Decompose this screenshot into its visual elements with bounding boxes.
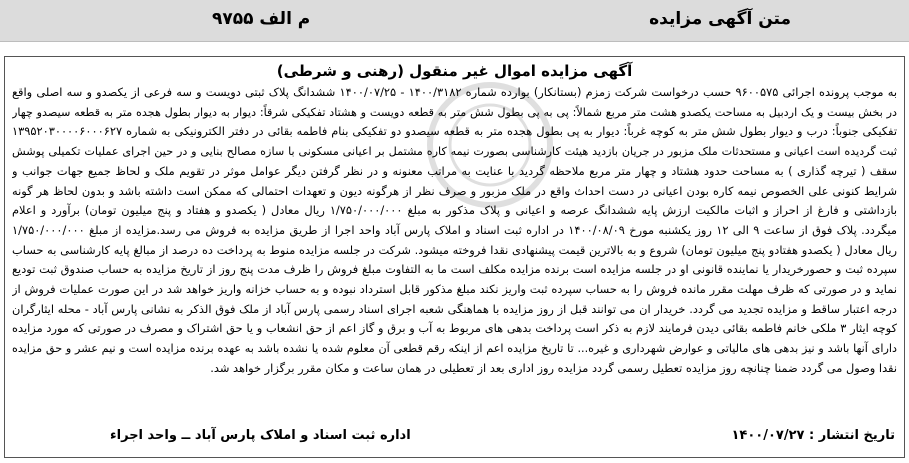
issuing-office: اداره ثبت اسناد و املاک پارس آباد ــ واحد اجراء <box>110 428 411 443</box>
notice-title: آگهی مزایده اموال غیر منقول (رهنی و شرطی) <box>276 62 633 80</box>
notice-line: دارای آنها باشد و نیز بدهی های مالیاتی و عوارض شهرداری و غیره... تا تاریخ مزایده اعم از اینکه رقم قطعی آن معلوم شده یا نشده باشد به عهده برنده مزایده است و نیم عشر و حق مزایده <box>12 342 897 356</box>
notice-line: میگردد. پلاک فوق از ساعت ۹ الی ۱۲ روز یکشنبه مورخ ۱۴۰۰/۰۸/۰۹ در اداره ثبت اسناد و املاک پارس آباد واحد اجرا از طریق مزایده به فروش می رسد.مزایده از مبلغ ۱/۷۵۰/۰۰۰/۰۰۰ <box>12 222 897 237</box>
notice-line: بازداشتی و فارغ از احراز و اثبات مالکیت ارزش پایه ششدانگ عرصه و اعیانی و پلاک مذکور به مبلغ ۱/۷۵۰/۰۰۰/۰۰۰ ریال معادل ( یکصدو و هفتاد و پنج میلیون تومان) برآورد و اعلام <box>12 203 897 218</box>
notice-line: شرایط کنونی علی الخصوص نیمه کاره بودن اعیانی در دست احداث واقع در ملک مزبور و صرف نظر از هرگونه دیون و تعهدات احتمالی که ممکن است داشته باشد و بدون لحاظ هر گونه <box>12 183 897 198</box>
reference-code: م الف ۹۷۵۵ <box>212 9 311 29</box>
notice-line: ثبت گردیده است اعیانی و مستحدثات ملک مزبور در جریان بازدید هیئت کارشناسی بصورت نیمه کاره مشتمل بر اعیانی مسکونی با سازه مصالح بنایی و در حین اجرای عملیات تکمیلی پوشش <box>12 145 897 159</box>
notice-line: سپرده ثبت و حصورخریدار یا نماینده قانونی او در جلسه مزایده است برنده مزایده مکلف است ما به التفاوت مبلغ فروش را ظرف مدت پنج روز از تاریخ مزایده به حساب صندوق ثبت تودیع <box>12 262 897 277</box>
header-bar <box>0 0 909 42</box>
notice-line: سقف ( تیرچه گذاری ) به مساحت حدود هشتاد و چهار متر مربع ملاحظه گردید با عنایت به مراتب معنونه و در نظر گرفتن دیگر عوامل موثر در تقویم ملک و لحاظ جمیع جهات جوانب و <box>12 163 897 178</box>
publish-date: تاریخ انتشار : ۱۴۰۰/۰۷/۲۷ <box>731 428 895 443</box>
notice-line: درجه اعتبار ساقط و مزایده تجدید می گردد. خریدار ان می توانند قبل از روز مزایده با هماهنگی شعبه اجرای اسناد رسمی پارس آباد از ملک فوق الذکر به نشانی پارس آباد - محله ایثارگران <box>12 301 897 316</box>
notice-line: در بخش بیست و یک اردبیل به مساحت یکصدو هشت متر مربع شمالاً: پی به پی بطول شش متر به قطعه دویست و هشتاد تفکیکی شرقاً: دیوار به دیوار بطول هجده متر به قطعه سیصدو چهار <box>12 105 897 119</box>
notice-line: کوچه ایثار ۳ ملکی خانم فاطمه بقائی دیدن فرمایند لازم به ذکر است پرداخت بدهی های مربوط به آب و برق و گاز اعم از حق انشعاب و یا حق اشتراک و مصرف در صورتی که مورد مزایده <box>12 321 897 336</box>
page-title: متن آگهی مزایده <box>649 9 791 29</box>
notice-line: نقدا وصول می گردد ضمنا چنانچه روز مزایده تعطیل رسمی گردد مزایده روز اداری بعد از تعطیلی در همان ساعت و مکان مقرر برگزار خواهد شد. <box>210 360 897 375</box>
notice-line: تفکیکی جنوباً: درب و دیوار بطول شش متر به کوچه غرباً: دیوار به پی بطول هجده متر به قطعه سیصدو دو تفکیکی بنام فاطمه بقائی در دفتر الکترونیکی به شماره ۱۳۹۵۲۰۳۰۰۰۰۶۰۰۰۶۲۷ <box>12 124 897 139</box>
notice-line: به موجب پرونده اجرائی ۹۶۰۰۵۷۵ حسب درخواست شرکت زمزم (بستانکار) بوارده شماره ۱۴۰۰/۳۱۸۲ - ۱۴۰۰/۰۷/۲۵ ششدانگ پلاک ثبتی دویست و سه فرعی از یکصدو و سه اصلی واقع <box>12 85 897 99</box>
notice-line: نماید و در صورتی که ظرف مهلت مقرر مانده فروش را به حساب سپرده ثبت واریز نکند مبلغ مذکور قابل استرداد نبوده و به حساب خزانه واریز خواهد شد در این صورت عملیات فروش از <box>12 282 897 297</box>
notice-body <box>12 83 897 379</box>
notice-line: ریال معادل ( یکصدو هفتادو پنج میلیون تومان) شروع و به بالاترین قیمت پیشنهادی نقدا فروخته میشود. شرکت در جلسه مزایده منوط به پرداخت ده درصد از مبالغ پایه کارشناسی به حساب <box>12 242 897 257</box>
